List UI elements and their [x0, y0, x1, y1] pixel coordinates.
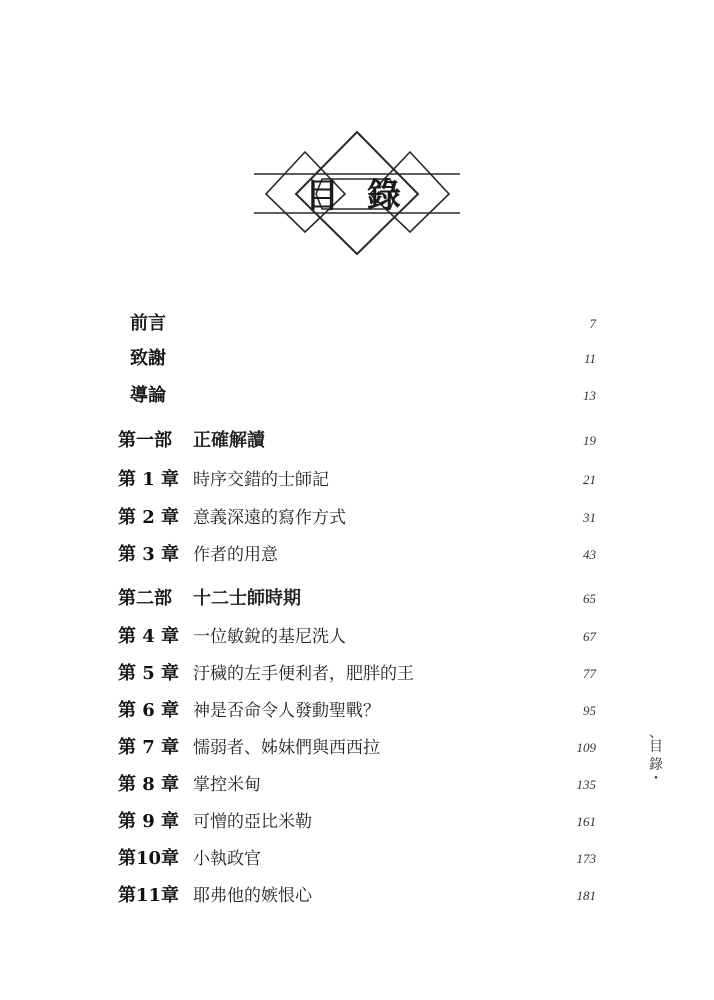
- toc-entry-label: 第 6 章: [118, 700, 180, 721]
- toc-entry-title: 作者的用意: [193, 545, 278, 565]
- toc-entry-page: 13: [583, 388, 596, 403]
- toc-entry: [0, 772, 714, 798]
- toc-entry-title: 神是否命令人發動聖戰？: [193, 701, 380, 721]
- toc-entry-page: 19: [583, 433, 596, 448]
- toc-entry-page: 31: [583, 510, 596, 525]
- toc-entry-title: 正確解讀: [193, 430, 265, 451]
- toc-entry: [0, 383, 714, 409]
- toc-entry: [0, 505, 714, 531]
- toc-entry-label: 第 5 章: [118, 663, 180, 684]
- toc-entry-page: 161: [576, 814, 596, 829]
- toc-entry: [0, 846, 714, 872]
- side-char-1: 目: [649, 739, 663, 755]
- toc-entry-page: 77: [583, 666, 596, 681]
- side-section-label: [644, 725, 668, 787]
- toc-entry-page: 173: [576, 851, 596, 866]
- toc-entry-page: 43: [583, 547, 596, 562]
- toc-entry-title: 可憎的亞比米勒: [193, 812, 312, 832]
- toc-entry-label: 第 9 章: [118, 811, 180, 832]
- toc-entry-page: 95: [583, 703, 596, 718]
- page-title: 目 錄: [305, 176, 409, 216]
- toc-entry-label: 第11章: [118, 885, 180, 906]
- toc-entry-title: 一位敏銳的基尼洗人: [193, 627, 346, 647]
- toc-entry-title: 耶弗他的嫉恨心: [193, 886, 312, 906]
- toc-entry: [0, 467, 714, 493]
- toc-entry-title: 意義深遠的寫作方式: [193, 508, 346, 528]
- toc-entry-page: 109: [576, 740, 596, 755]
- toc-entry: [0, 809, 714, 835]
- toc-entry-page: 21: [583, 472, 596, 487]
- side-dot-top: 、: [649, 725, 663, 741]
- toc-entry-page: 135: [576, 777, 596, 792]
- toc-entry-page: 7: [589, 316, 596, 331]
- toc-entry-page: 65: [583, 591, 596, 606]
- toc-entry-label: 第二部: [118, 588, 172, 609]
- toc-entry-label: 第 2 章: [118, 507, 180, 528]
- toc-entry-page: 11: [583, 351, 596, 366]
- toc-entry-label: 致謝: [130, 348, 166, 369]
- toc-entry-title: 懦弱者、姊妹們與西西拉: [193, 738, 380, 758]
- toc-entry-title: 時序交錯的士師記: [193, 470, 329, 490]
- toc-entry: [0, 311, 714, 337]
- toc-entry: [0, 586, 714, 612]
- toc-entry: [0, 624, 714, 650]
- toc-entry-label: 第 4 章: [118, 626, 180, 647]
- toc-entry-page: 67: [583, 629, 596, 644]
- toc-entry: [0, 346, 714, 372]
- toc-entry: [0, 735, 714, 761]
- toc-entry-label: 第10章: [118, 848, 180, 869]
- toc-entry: [0, 661, 714, 687]
- toc-entry-page: 181: [576, 888, 596, 903]
- toc-entry-label: 第 3 章: [118, 544, 180, 565]
- toc-entry-title: 汙穢的左手便利者，肥胖的王: [193, 664, 414, 684]
- toc-entry: [0, 698, 714, 724]
- toc-entry: [0, 883, 714, 909]
- side-char-2: 錄: [649, 757, 663, 773]
- toc-entry: [0, 428, 714, 454]
- toc-entry-label: 第一部: [118, 430, 172, 451]
- toc-entry-label: 導論: [130, 385, 166, 406]
- toc-entry-label: 第 7 章: [118, 737, 180, 758]
- toc-entry-label: 第 1 章: [118, 469, 180, 490]
- toc-entry: [0, 542, 714, 568]
- side-dot-bottom: ・: [649, 771, 663, 787]
- toc-entry-title: 小執政官: [193, 849, 261, 869]
- toc-entry-title: 十二士師時期: [193, 588, 301, 609]
- toc-entry-label: 第 8 章: [118, 774, 180, 795]
- toc-entry-title: 掌控米甸: [193, 775, 261, 795]
- toc-entry-label: 前言: [130, 313, 166, 334]
